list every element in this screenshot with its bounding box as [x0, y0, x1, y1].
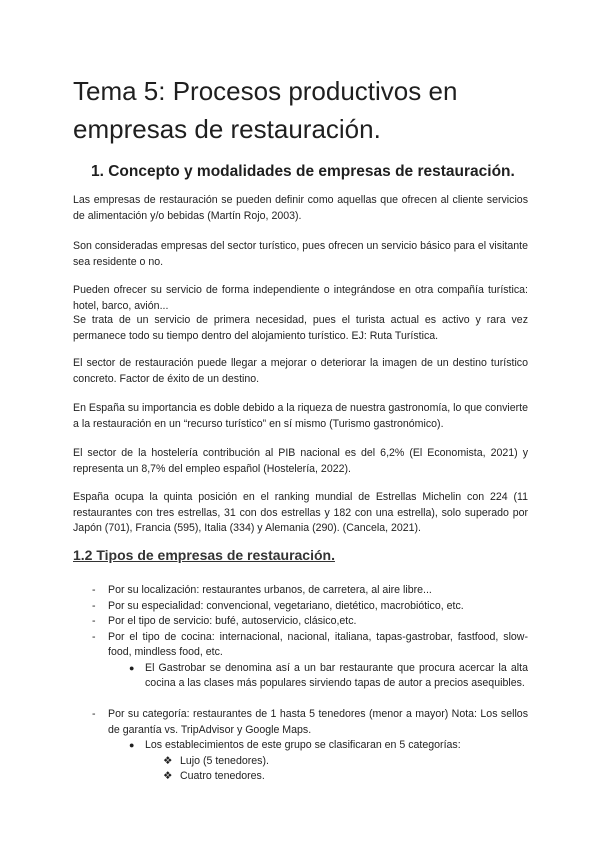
paragraph-espana-importancia: En España su importancia es doble debido a la riqueza de nuestra gastronomía, lo que convierte a la restauración en un “recurso turístico” en sí mismo (Turismo gastronómico).	[73, 402, 528, 430]
paragraph-imagen-destino: El sector de restauración puede llegar a mejorar o deteriorar la imagen de un destino turístico concreto. Factor de éxito de un destino.	[73, 357, 528, 385]
list-item: Por el tipo de servicio: bufé, autoservicio, clásico,etc.	[108, 615, 357, 627]
section-heading-concepto: 1. Concepto y modalidades de empresas de restauración.	[91, 163, 515, 180]
list-item: Por su especialidad: convencional, vegetariano, dietético, macrobiótico, etc.	[108, 599, 464, 612]
paragraph-definicion: Las empresas de restauración se pueden definir como aquellas que ofrecen al cliente servicios de alimentación y/o bebidas (Martín Rojo, 2003).	[73, 194, 528, 222]
paragraph-michelin: España ocupa la quinta posición en el ranking mundial de Estrellas Michelin con 224 (11 restaurantes con tres estrellas, 31 con dos estrellas y 182 con una estrella), solo superado por Japón (701), Francia (595), Italia (334) y Alemania (290). (Cancela, 2021).	[73, 491, 528, 534]
list-dash-marker: -	[92, 584, 96, 596]
list-diamond-marker: ❖	[163, 770, 173, 782]
list-item-nested: El Gastrobar se denomina así a un bar restaurante que procura acercar la alta cocina a las clases más populares sirviendo tapas de autor a precios asequibles.	[145, 661, 528, 689]
list-item: Por su categoría: restaurantes de 1 hasta 5 tenedores (menor a mayor) Nota: Los sellos de garantía vs. TripAdvisor y Google Maps.	[108, 708, 528, 736]
paragraph-pib: El sector de la hostelería contribución al PIB nacional es del 6,2% (El Economista, 2021) y representa un 8,7% del empleo español (Hostelería, 2022).	[73, 447, 528, 475]
list-dash-marker: -	[92, 615, 96, 627]
list-dash-marker: -	[92, 708, 96, 720]
list-item-nested: Los establecimientos de este grupo se clasificaran en 5 categorías:	[145, 739, 461, 751]
list-item: Por el tipo de cocina: internacional, nacional, italiana, tapas-gastrobar, fastfood, slow-food, mindless food, etc.	[108, 630, 528, 658]
page-title: Tema 5: Procesos productivos en empresas de restauración.	[73, 76, 458, 144]
paragraph-sector-turistico: Son consideradas empresas del sector turístico, pues ofrecen un servicio básico para el visitante sea residente o no.	[73, 240, 528, 268]
list-diamond-marker: ❖	[163, 754, 173, 767]
paragraph-primera-necesidad: Se trata de un servicio de primera necesidad, pues el turista actual es activo y rara vez permanece todo su tiempo dentro del alojamiento turístico. EJ: Ruta Turística.	[73, 314, 528, 342]
list-item-subnested: Lujo (5 tenedores).	[180, 754, 269, 767]
list-bullet-marker: ●	[129, 740, 135, 750]
paragraph-ofrecer-servicio: Pueden ofrecer su servicio de forma independiente o integrándose en otra compañía turística: hotel, barco, avión...	[73, 284, 528, 312]
list-item: Por su localización: restaurantes urbanos, de carretera, al aire libre...	[108, 584, 432, 596]
list-dash-marker: -	[92, 630, 96, 643]
section-heading-tipos: 1.2 Tipos de empresas de restauración.	[73, 547, 335, 563]
list-bullet-marker: ●	[129, 662, 135, 673]
list-dash-marker: -	[92, 599, 96, 612]
list-item-subnested: Cuatro tenedores.	[180, 770, 265, 782]
